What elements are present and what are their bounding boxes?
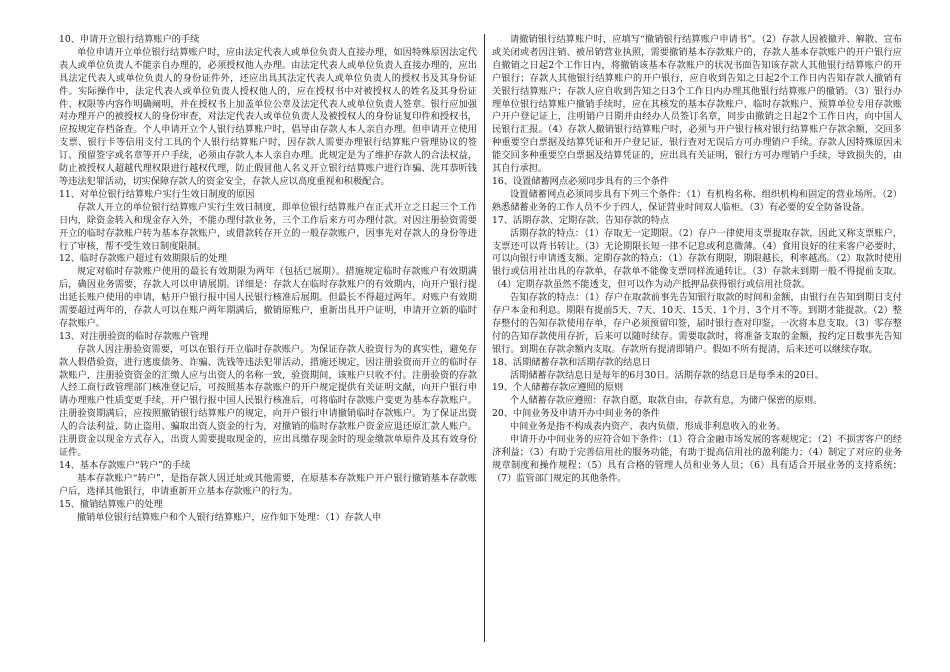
section-heading: 10、申请开立银行结算账户的手续	[59, 34, 200, 45]
paragraph: 单位申请开立单位银行结算账户时，应由法定代表人或单位负责人直接办理，如因特殊原因法定代表人或单位负责人不能亲自办理的，必须授权他人办理。由法定代表人或单位负责人直接办理的，应出具法定代表人或单位负责人的身份证件外，还应出具其法定代表人或单位负责人的授权书及其身份证件。实际操作中，法定代表人或单位负责人授权他人的，应在授权书中对被授权人的姓名及其身份证件、权限等内容作明确阐明，并在授权书上加盖单位公章及法定代表人或单位负责人签章。银行应加强对办理开户的被授权人的身份审查，对法定代表人或单位负责人及被授权人的身份证复印件和授权书，应按规定存档备查。个人申请开立个人银行结算账户时，倡导由存款人本人亲自办理。但申请开立使用支票、银行卡等信用支付工具的个人银行结算账户时，因存款人需要办理银行结算账户管理协议的签订、预留签字或名章等开户手续，必须由存款人本人亲自办理。此规定是为了维护存款人的合法权益，防止被授权人超越代理权限进行越权代理，防止假冒他人名义开立银行结算账户进行诈骗、洗耳恭听钱等违法犯罪活动，切实保障存款人的资金安全，存款人应以高度重视和积极配合。	[59, 46, 477, 187]
section-heading: 15、撤销结算账户的处理	[59, 498, 163, 510]
paragraph: 撤销单位银行结算账户和个人银行结算账户，应作如下处理：（1）存款人申	[77, 511, 382, 523]
paragraph: 个人储蓄存款应遵照：存款自愿，取款自由，存款有息，为储户保密的原则。	[510, 395, 823, 407]
section-heading: 13、对注册验资的临时存款账户管理	[59, 330, 209, 342]
paragraph: 存款人开立的单位银行结算账户实行生效日制度，即单位银行结算账户在正式开立之日起三个工作日内，除资金转入和现金存入外，不能办理付款业务，三个工作后来方可办理付款。对因注册验资需要开立的临时存款账户转为基本存款账户，或借款转存开立的一般存款账户，因事先对存款人的身份等进行了审核，帮不受生效日制度限制。	[59, 201, 477, 252]
right-column	[492, 34, 902, 486]
paragraph: 中间业务是指不构成表内资产、表内负债、形成非利息收入的业务。	[510, 421, 786, 433]
paragraph: 设置储蓄网点必须同步具有下列三个条件：（1）有机构名称、组织机构和固定的营业场所。（2）熟悉储蓄业务的工作人员不少于四人，保证营业时间双人临柜。（3）有必要的安全防备设备。	[492, 188, 902, 213]
section-heading: 18、活期储蓄存款和活期存款的结息日	[492, 356, 651, 368]
section-heading: 11、对单位银行结算账户实行生效日制度的原因	[59, 188, 255, 200]
paragraph: 基本存款账户“转户”，是指存款人因迁址或其他需要，在原基本存款账户开户银行撤销基本存款账户后，选择其他银行，申请重新开立基本存款账户的行为。	[59, 472, 477, 497]
paragraph: 存款人因注册验资需要，可以在银行开立临时存款账户。为保证存款人验资行为的真实性，避免存款人假借验资，进行逃废债务、诈骗、洗钱等违法犯罪活动，措施还规定，因注册验资而开立的临时存款账户，注册验资资金的汇缴人应与出资人的名称一致，验资期间，该账户只收不付。注册验资的存款人经工商行政管理部门核准登记后，可按照基本存款账户的开户规定提供有关证明文献，向开户银行申请办理账户性质变更手续，开户银行报中国人民银行核准后，可将临时存款账户变更为基本存款账户。注册验资期满后，应按照撤销银行结算账户的规定，向开户银行申请撤销临时存款账户。为了保证出资人的合法利益，防止盗用、骗取出资人资金的行为，对撤销的临时存款账户资金应退还原汇款人账户。注册资金以现金方式存入，出资人需要提取现金的，应出具缴存现金时的现金缴款单原件及其有效身份证件。	[59, 343, 477, 458]
paragraph: 规定对临时存款账户使用的最长有效期限为两年（包括已展期）。措施规定临时存款账户有效期满后，确因业务需要，存款人可以申请展期。详细是：存款人在临时存款账户的有效期内，向开户银行提出延长账户使用的申请，帖开户银行报中国人民银行核准后展期。但最长不得超过两年。对账户有效期需要超过两年的，存款人可以在账户两年期满后，撤销原账户，重新出具开户证明，申请开立新的临时存款账户。	[59, 266, 477, 329]
section-heading: 19、个人储蓄存款应遵照的原则	[492, 382, 624, 394]
section-heading: 20、中间业务及申请开办中间业务的条件	[492, 408, 660, 420]
paragraph: 告知存款的特点：（1）存户在取款前事先告知银行取款的时间和金额，由银行在告知到期日支付存户本金和利息。期限有提前5天、7天、10天、15天、1个月、3个月不等。到期才能提款。（2）整存整付的告知存款使用存单，存户必须预留印签，届时银行查对印鉴，一次将本息支取。（3）零存整付的告知存款使用存折，后来可以随时续存。需要取款时，将准备支取的金额，按约定日数事先告知银行。到期在存款余额内支取。存款所有提清即销户。假如不所有提清，后来还可以继续存取。	[492, 292, 902, 355]
section-heading: 17、活期存款、定期存款、告知存款的特点	[492, 214, 670, 226]
section-heading: 14、基本存款账户“转户”的手续	[59, 459, 191, 471]
left-column	[59, 34, 477, 524]
section-heading: 16、设置储蓄网点必须同步具有的三个条件	[492, 175, 670, 187]
paragraph: 请撤销银行结算账户时，应填写“撤销银行结算账户申请书”。（2）存款人因被撤并、解散、宣布或关闭或者因注销、被吊销营业执照，需要撤销基本存款账户的，存款人基本存款账户的开户银行应自撤销之日起2个工作日内，将撤销该基本存款账户的状况书面告知该存款人其他银行结算账户的开户银行；存款人其他银行结算账户的开户银行，应自收到告知之日起2个工作日内告知存款人撤销有关银行结算账户；存款人应自收到告知之日3个工作日内办理其他银行结算账户的撤销。（3）银行办理单位银行结算账户撤销手续时，应在其核发的基本存款账户、临时存款账户、预算单位专用存款账户开户登记证上，注明销户日期并由经办人员签订名章，同步由撤销之日起2个工作日内，向中国人民银行汇报。（4）存款人撤销银行结算账户时，必须与开户银行核对银行结算账户存款余额，交回多种重要空白票据及结算凭证和开户登记证，银行查对无误后方可办理销户手续。存款人因特殊原因未能交回多种重要空白票据及结算凭证的，应出具有关证明，银行方可办理销户手续，导致损失的，由其自行承担。	[492, 34, 902, 175]
paragraph: 申请开办中间业务的应符合如下条件：（1）符合金融市场发展的客观规定；（2）不损害客户的经济利益；（3）有助于完善信用社的服务功能，有助于提高信用社的盈利能力；（4）制定了对应的业务规章制度和操作规程；（5）具有合格的管理人员和业务人员；（6）具有适合开展业务的支持系统；（7）监管部门规定的其他条件。	[492, 434, 902, 484]
column-divider	[484, 34, 485, 642]
paragraph: 活期储蓄存款结息日是每年的6月30日。活期存款的结息日是每季末的20日。	[510, 369, 825, 381]
section-heading: 12、临时存款账户超过有效期限后的处理	[59, 253, 227, 265]
paragraph: 活期存款的特点：（1）存取无一定期限。（2）存户一律使用支票提取存款，因此又称支票账户，支票还可以背书转让。（3）无论期限长短一律不记息或利息微薄。（4）食用良好的往来客户必要时，可以向银行申请透支额。定期存款的特点：（1）存款有期限，期限越长，利率越高。（2）取款时使用银行或信用社出具的存款单，存款单不能像支票同样流通转让。（3）存款未到期一般不得提前支取。（4）定期存款虽然不能透支，但可以作为动产抵押品获得银行或信用社贷款。	[492, 227, 902, 291]
